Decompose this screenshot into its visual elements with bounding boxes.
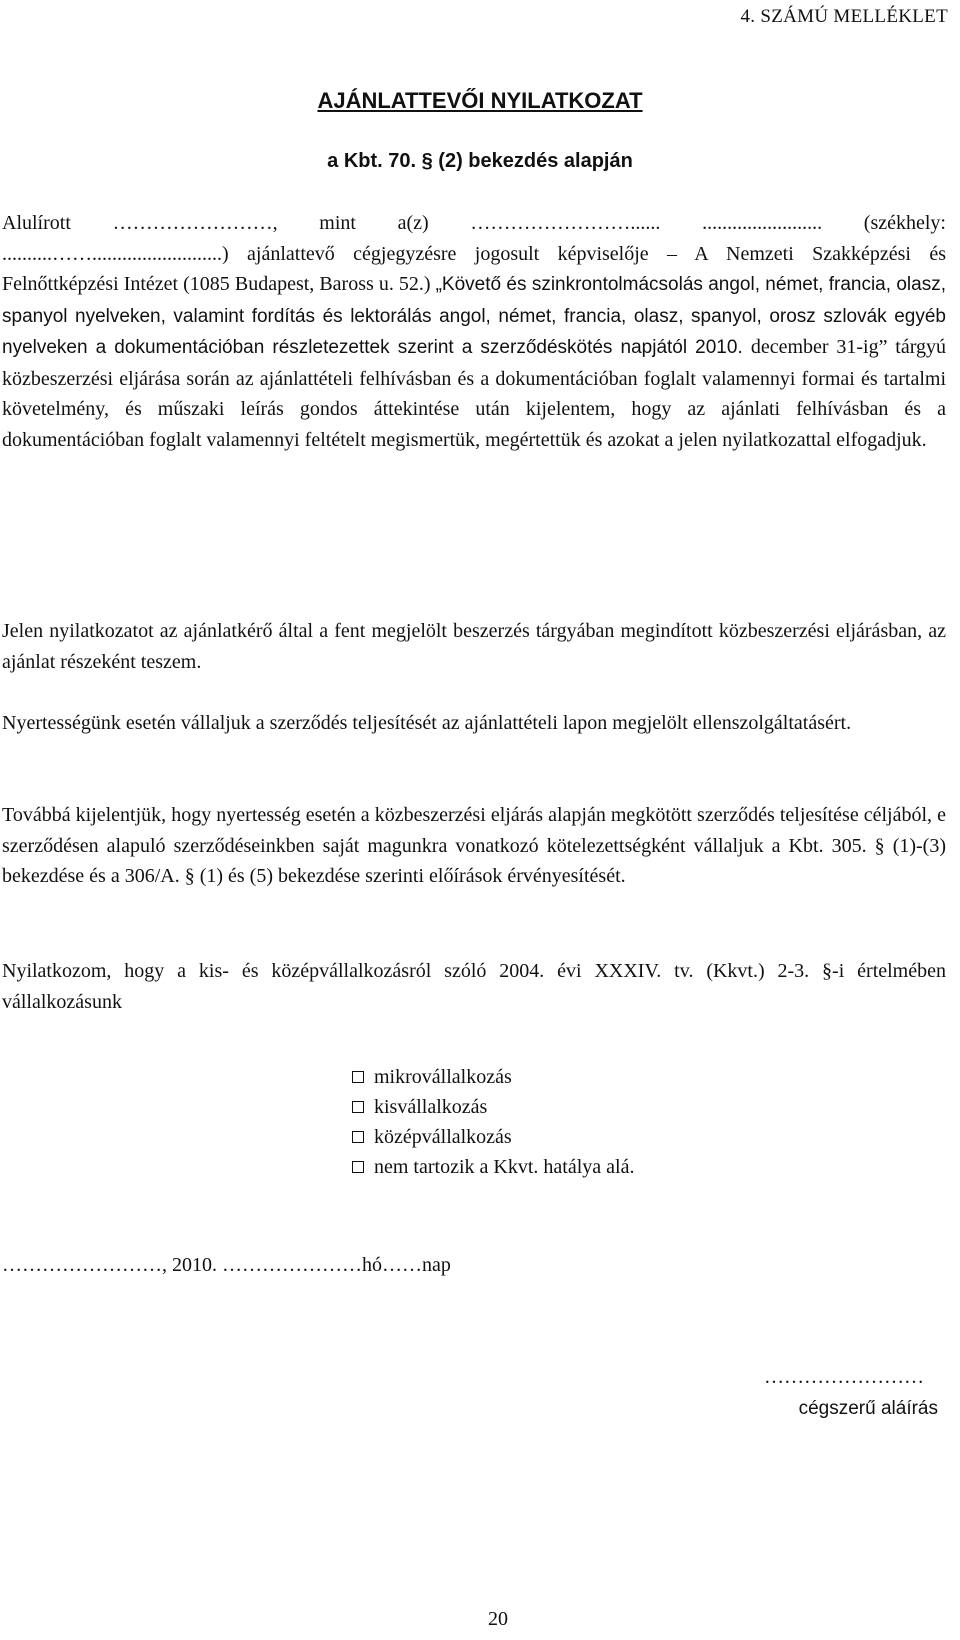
option-small[interactable] bbox=[352, 1092, 634, 1122]
document-title: AJÁNLATTEVŐI NYILATKOZAT bbox=[317, 88, 643, 113]
checkbox-icon[interactable] bbox=[352, 1101, 364, 1113]
option-not-applicable[interactable] bbox=[352, 1152, 634, 1182]
sme-options-list bbox=[352, 1062, 634, 1182]
option-micro[interactable] bbox=[352, 1062, 634, 1092]
intro-part-1: Alulírott ……………………, mint a(z) ……………………...... ........................ (székhely: ..........……..........................) ajánlattevő cégjegyzésre jogosult képviselője – A Nemzeti Szakképzési és Felnőttképzési Intézet (1085 Budapest, Baross u. 52.) bbox=[2, 212, 946, 295]
intro-part-2: „Követő és szinkrontolmácsolás angol, német, francia, olasz, spanyol nyelveken, valamint fordítás és lektorálás angol, német, francia, olasz, spanyol, orosz szlovák egyéb nyelveken a dokumentációban részletezettek szerint a szerződéskötés napjától 2010. bbox=[2, 274, 946, 358]
option-label: nem tartozik a Kkvt. hatálya alá. bbox=[374, 1156, 635, 1178]
checkbox-icon[interactable] bbox=[352, 1131, 364, 1143]
annex-label: 4. SZÁMÚ MELLÉKLET bbox=[740, 6, 948, 27]
signature-label: cégszerű aláírás bbox=[798, 1398, 938, 1419]
option-label: mikrovállalkozás bbox=[374, 1066, 512, 1088]
option-medium[interactable] bbox=[352, 1122, 634, 1152]
paragraph-obligations: Továbbá kijelentjük, hogy nyertesség esetén a közbeszerzési eljárás alapján megkötött szerződés teljesítése céljából, e szerződésen alapuló szerződéseinkben saját magunkra vonatkozó kötelezettségként vállaljuk a Kbt. 305. § (1)-(3) bekezdése és a 306/A. § (1) és (5) bekezdése szerinti előírások érvényesítését. bbox=[2, 804, 946, 887]
date-line: ……………………, 2010. …………………hó……nap bbox=[2, 1254, 451, 1276]
intro-paragraph bbox=[2, 208, 946, 455]
document-subtitle: a Kbt. 70. § (2) bekezdés alapján bbox=[327, 150, 633, 172]
page-number: 20 bbox=[488, 1608, 508, 1630]
paragraph-declaration: Jelen nyilatkozatot az ajánlatkérő által a fent megjelölt beszerzés tárgyában megindított közbeszerzési eljárásban, az ajánlat részeként teszem. bbox=[2, 620, 946, 673]
option-label: középvállalkozás bbox=[374, 1126, 512, 1148]
checkbox-icon[interactable] bbox=[352, 1071, 364, 1083]
paragraph-performance: Nyertességünk esetén vállaljuk a szerződés teljesítését az ajánlattételi lapon megjelölt ellenszolgáltatásért. bbox=[2, 712, 852, 734]
option-label: kisvállalkozás bbox=[374, 1096, 488, 1118]
checkbox-icon[interactable] bbox=[352, 1161, 364, 1173]
intro-part-3: december 31-ig” tárgyú közbeszerzési eljárása során az ajánlattételi felhívásban és a dokumentációban foglalt valamennyi formai és tartalmi követelmény, és műszaki leírás gondos áttekintése után kijelentem, hogy az ajánlati felhívásban és a dokumentációban foglalt valamennyi feltételt megismertük, megértettük és azokat a jelen nyilatkozattal elfogadjuk. bbox=[2, 336, 946, 451]
signature-line: …………………… bbox=[764, 1366, 924, 1388]
paragraph-sme-status: Nyilatkozom, hogy a kis- és középvállalkozásról szóló 2004. évi XXXIV. tv. (Kkvt.) 2-3. §-i értelmében vállalkozásunk bbox=[2, 960, 946, 1013]
